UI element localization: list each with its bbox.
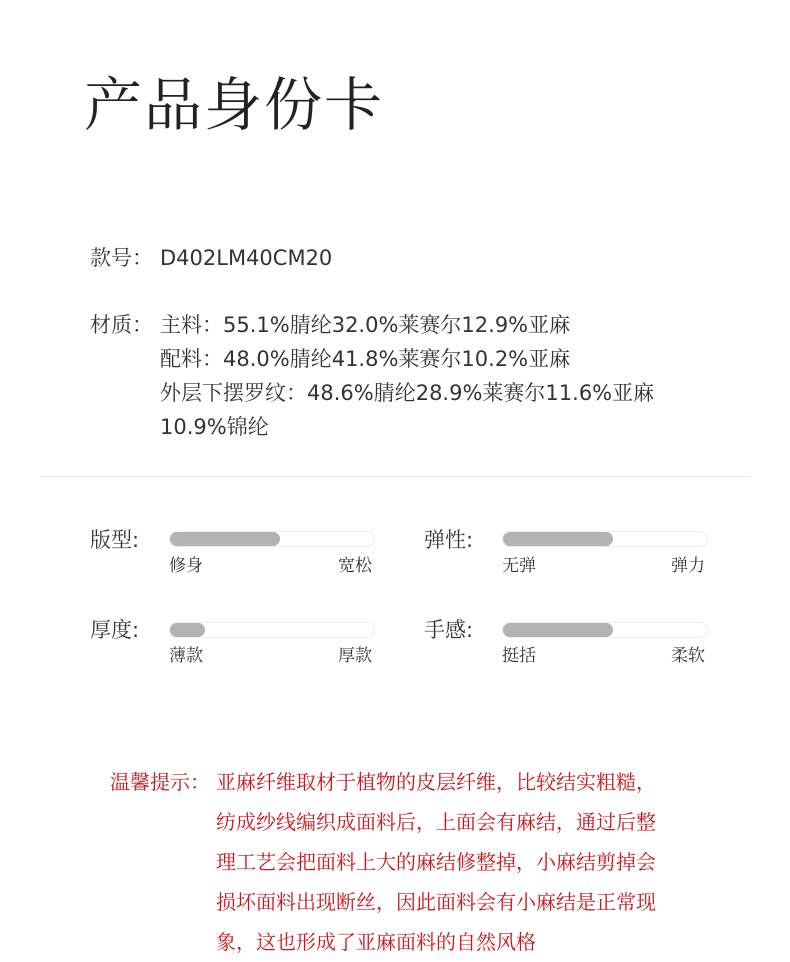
style-number-row — [0, 241, 790, 275]
scale-max-label: 弹力 — [671, 556, 705, 576]
attribute-label: 弹性: — [424, 528, 474, 552]
scale-max-label: 厚款 — [338, 646, 372, 666]
scale-max-label: 宽松 — [338, 556, 372, 576]
page-title: 产品身份卡 — [84, 71, 385, 139]
material-line: 外层下摆罗纹：48.6%腈纶28.9%莱赛尔11.6%亚麻 — [160, 381, 655, 405]
section-divider — [40, 476, 750, 477]
attribute-scale-fill — [170, 532, 280, 546]
material-label: 材质： — [90, 313, 153, 337]
attribute-label: 厚度: — [90, 618, 140, 642]
style-number-label: 款号： — [90, 246, 153, 270]
material-line: 10.9%锦纶 — [160, 415, 269, 439]
scale-min-label: 挺括 — [502, 646, 536, 666]
attribute-scale-track — [169, 622, 375, 638]
attribute-scale-fill — [170, 623, 205, 637]
material-line: 主料：55.1%腈纶32.0%莱赛尔12.9%亚麻 — [160, 313, 571, 337]
attribute-scale-track — [502, 531, 708, 547]
tips-line: 理工艺会把面料上大的麻结修整掉，小麻结剪掉会 — [216, 850, 656, 874]
attribute-label: 版型: — [90, 528, 140, 552]
scale-min-label: 无弹 — [502, 556, 536, 576]
attribute-scale-track — [169, 531, 375, 547]
scale-max-label: 柔软 — [671, 646, 705, 666]
attribute-scale-fill — [503, 623, 613, 637]
attribute-label: 手感: — [424, 618, 474, 642]
tips-line: 象，这也形成了亚麻面料的自然风格 — [216, 930, 536, 954]
tips-line: 损坏面料出现断丝，因此面料会有小麻结是正常现 — [216, 890, 656, 914]
tips-label: 温馨提示： — [110, 770, 210, 794]
attribute-scale-track — [502, 622, 708, 638]
style-number-value: D402LM40CM20 — [160, 246, 333, 270]
tips-line: 亚麻纤维取材于植物的皮层纤维，比较结实粗糙， — [216, 770, 656, 794]
scale-min-label: 薄款 — [169, 646, 203, 666]
material-line: 配料：48.0%腈纶41.8%莱赛尔10.2%亚麻 — [160, 347, 571, 371]
tips-line: 纺成纱线编织成面料后，上面会有麻结，通过后整 — [216, 810, 656, 834]
attribute-scale-fill — [503, 532, 613, 546]
scale-min-label: 修身 — [169, 556, 203, 576]
material-block — [0, 308, 790, 448]
